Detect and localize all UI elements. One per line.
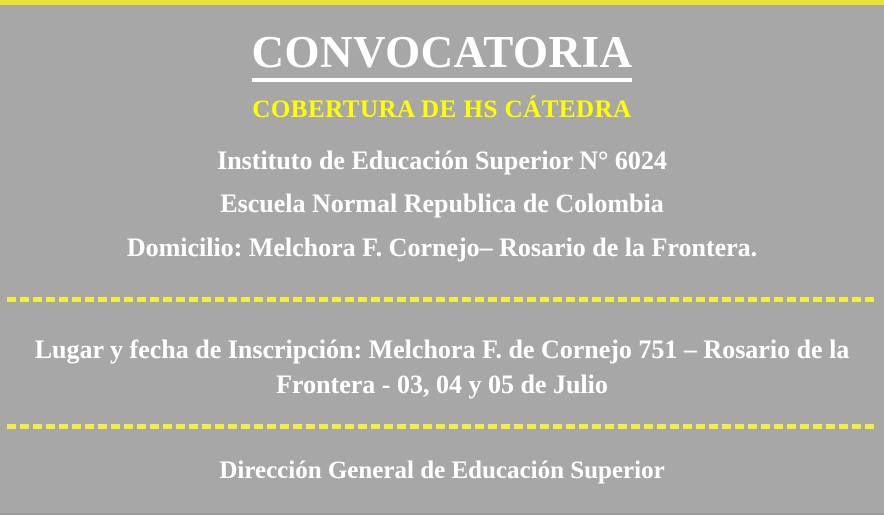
- page-title-text: CONVOCATORIA: [252, 30, 633, 82]
- inscription-info: [0, 332, 884, 402]
- inscription-line-1: Lugar y fecha de Inscripción: Melchora F. de Cornejo 751 – Rosario de la: [34, 335, 850, 365]
- school-name: Escuela Normal Republica de Colombia: [220, 189, 664, 219]
- dashed-divider-top: [7, 297, 877, 302]
- top-yellow-bar: [0, 0, 884, 5]
- subtitle: COBERTURA DE HS CÁTEDRA: [252, 96, 632, 123]
- inscription-line-2: Frontera - 03, 04 y 05 de Julio: [276, 370, 608, 400]
- dashed-divider-bottom: [7, 424, 877, 429]
- page-title: [0, 0, 884, 82]
- address-line: Domicilio: Melchora F. Cornejo– Rosario de la Frontera.: [126, 233, 758, 263]
- institute-name: Instituto de Educación Superior N° 6024: [217, 145, 667, 175]
- footer-organization: Dirección General de Educación Superior: [219, 457, 665, 485]
